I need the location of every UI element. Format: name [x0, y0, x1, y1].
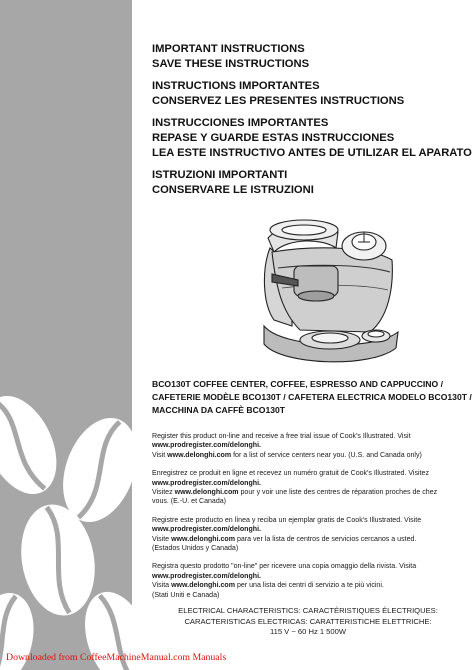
download-source-footer[interactable]: Downloaded from CoffeeMachineManual.com Manuals [6, 652, 227, 663]
paragraph-line [152, 544, 467, 553]
paragraph-line [152, 497, 467, 506]
paragraph-line [152, 525, 467, 534]
heading-group-spanish [152, 116, 472, 160]
registration-paragraph-english [152, 432, 467, 460]
line-text: Visitez [152, 489, 175, 497]
prodregister-link[interactable]: www.prodregister.com/delonghi. [152, 572, 261, 580]
heading-group-english [152, 42, 467, 71]
prodregister-link[interactable]: www.prodregister.com/delonghi. [152, 526, 261, 534]
line-text: Visite [152, 535, 172, 543]
heading-line: CONSERVARE LE ISTRUZIONI [152, 183, 314, 196]
registration-paragraph-spanish [152, 516, 467, 554]
prodregister-link[interactable]: www.prodregister.com/delonghi. [152, 479, 261, 487]
line-text: for a list of service centers near you. (U.S. and Canada only) [231, 451, 422, 459]
delonghi-link[interactable]: www.delonghi.com [167, 451, 232, 459]
line-text: per una lista dei centri di servizio a te più vicini. [235, 582, 384, 590]
prodregister-link[interactable]: www.prodregister.com/delonghi. [152, 442, 261, 450]
heading-line: CONSERVEZ LES PRESENTES INSTRUCTIONS [152, 94, 405, 107]
model-line: BCO130T COFFEE CENTER, COFFEE, ESPRESSO AND CAPPUCCINO / [152, 379, 443, 389]
delonghi-link[interactable]: www.delonghi.com [171, 535, 236, 543]
decorative-sidebar [0, 0, 132, 670]
paragraph-line [152, 451, 467, 460]
paragraph-line [152, 516, 467, 525]
paragraph-line [152, 488, 467, 497]
line-text: Registre este producto en línea y reciba un ejemplar gratis de Cook's Illustrated. Visite [152, 516, 422, 524]
model-line: MACCHINA DA CAFFÈ BCO130T [152, 405, 286, 415]
registration-paragraph-french [152, 469, 467, 507]
coffee-bean-icon [0, 384, 71, 505]
line-text: pour y voir une liste des centres de réparation proches de chez [238, 489, 438, 497]
delonghi-link[interactable]: www.delonghi.com [174, 489, 239, 497]
paragraph-line [152, 535, 467, 544]
line-text: Visit [152, 451, 168, 459]
model-description [152, 378, 472, 417]
line-text: Enregistrez ce produit en ligne et recevez un numéro gratuit de Cook's Illustrated. Visitez [152, 470, 429, 478]
heading-line: LEA ESTE INSTRUCTIVO ANTES DE UTILIZAR EL APARATO [152, 146, 472, 159]
line-text: vous. (E.-U. et Canada) [152, 498, 227, 506]
paragraph-line [152, 562, 467, 571]
paragraph-line [152, 441, 467, 450]
electrical-characteristics [152, 606, 464, 638]
line-text: Visita [152, 582, 172, 590]
registration-paragraph-italian [152, 562, 467, 600]
heading-line: REPASE Y GUARDE ESTAS INSTRUCCIONES [152, 131, 395, 144]
electrical-line: 115 V ~ 60 Hz 1 500W [269, 627, 347, 637]
espresso-machine-illustration [252, 208, 402, 378]
paragraph-line [152, 432, 467, 441]
instruction-headings [152, 42, 472, 205]
heading-group-italian [152, 168, 467, 197]
delonghi-link[interactable]: www.delonghi.com [171, 582, 236, 590]
paragraph-line [152, 581, 467, 590]
paragraph-line [152, 469, 467, 478]
line-text: para ver la lista de centros de servicios cercanos a usted. [235, 535, 417, 543]
heading-line: ISTRUZIONI IMPORTANTI [152, 169, 288, 182]
line-text: Register this product on-line and receive a free trial issue of Cook's Illustrated. Visit [152, 433, 411, 440]
line-text: (Estados Unidos y Canada) [152, 545, 239, 553]
heading-line: INSTRUCTIONS IMPORTANTES [152, 80, 320, 93]
model-line: CAFETERIE MODÈLE BCO130T / CAFETERA ELECTRICA MODELO BCO130T / [152, 392, 472, 402]
electrical-line: CARACTERISTICAS ELECTRICAS: CARATTERISTICHE ELETTRICHE: [184, 616, 432, 626]
heading-group-french [152, 79, 467, 108]
electrical-line: ELECTRICAL CHARACTERISTICS: CARACTÉRISTIQUES ÉLECTRIQUES: [178, 606, 438, 615]
paragraph-line [152, 572, 467, 581]
line-text: (Stati Uniti e Canada) [152, 591, 220, 599]
paragraph-line [152, 591, 467, 600]
heading-line: SAVE THESE INSTRUCTIONS [152, 57, 310, 70]
line-text: Registra questo prodotto "on-line" per ricevere una copia omaggio della rivista. Visita [152, 563, 417, 571]
heading-line: INSTRUCCIONES IMPORTANTES [152, 117, 329, 130]
paragraph-line [152, 479, 467, 488]
registration-blocks [152, 432, 467, 609]
heading-line: IMPORTANT INSTRUCTIONS [152, 43, 305, 55]
coffee-beans-decoration [0, 0, 132, 670]
